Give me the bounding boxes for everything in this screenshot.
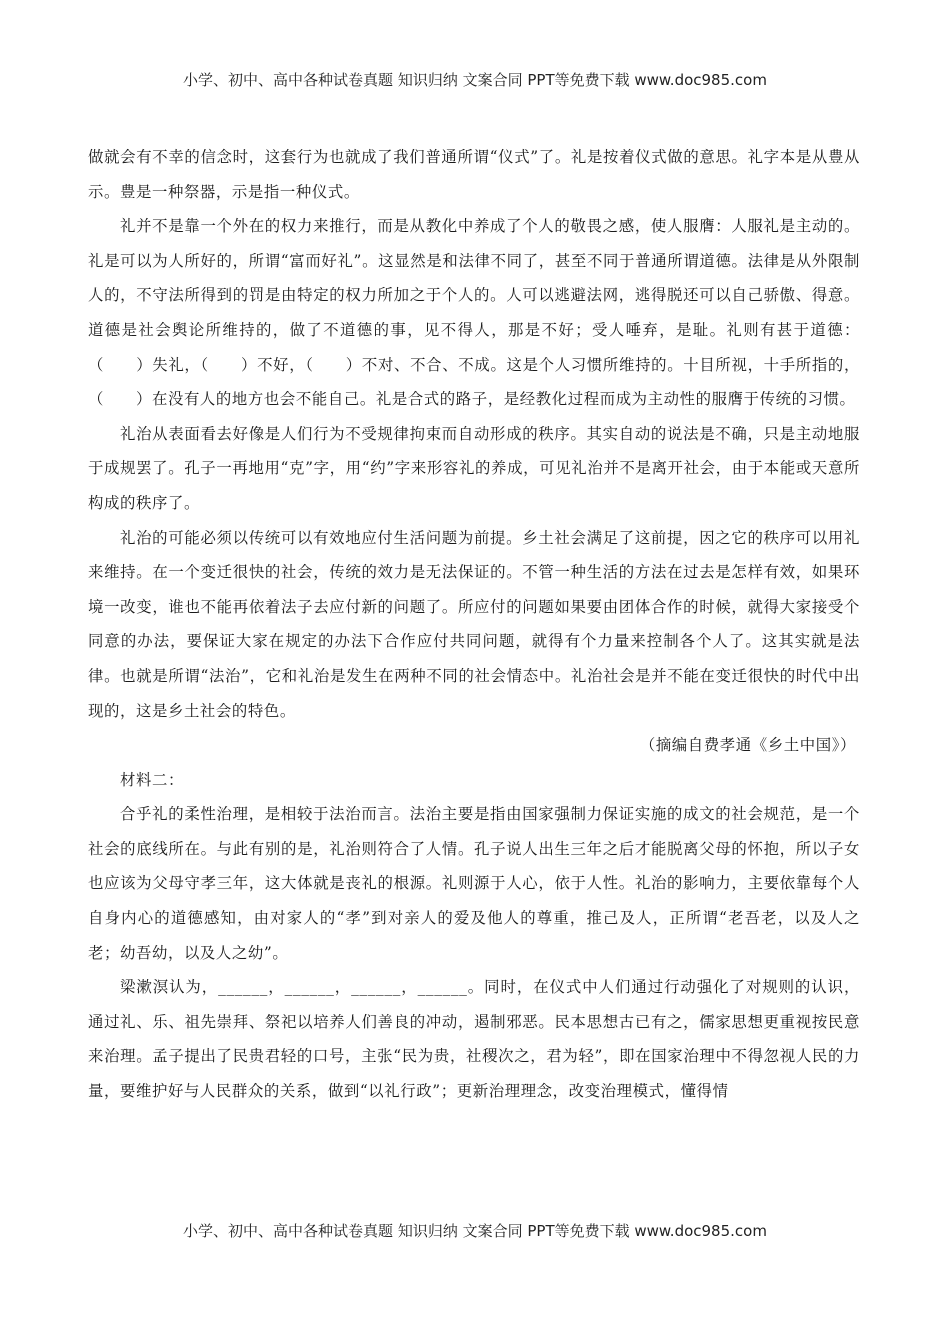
paragraph-ritual-definition: 做就会有不幸的信念时，这套行为也就成了我们普通所谓“仪式”了。礼是按着仪式做的意思。礼字本是从豊从示。豊是一种祭器，示是指一种仪式。 (88, 148, 860, 201)
material-two-heading: 材料二： (120, 770, 184, 789)
paragraph-liang-shuming: 梁漱溟认为，______，______，______，______。同时，在仪式中人们通过行动强化了对规则的认识，通过礼、乐、祖先崇拜、祭祀以培养人们善良的冲动，遏制邪恶。民本思想古已有之，儒家思想更重视按民意来治理。孟子提出了民贵君轻的口号，主张“民为贵，社稷次之，君为轻”，即在国家治理中不得忽视人民的力量，要维护好与人民群众的关系，做到“以礼行政”；更新治理理念，改变治理模式，懂得情 (88, 978, 860, 1101)
page-footer-banner: 小学、初中、高中各种试卷真题 知识归纳 文案合同 PPT等免费下载 www.doc985.com (183, 1222, 767, 1240)
source-citation: （摘编自费孝通《乡土中国》） (639, 736, 856, 755)
paragraph-soft-governance: 合乎礼的柔性治理，是相较于法治而言。法治主要是指由国家强制力保证实施的成文的社会规范，是一个社会的底线所在。与此有别的是，礼治则符合了人情。孔子说人出生三年之后才能脱离父母的怀抱，所以子女也应该为父母守孝三年，这大体就是丧礼的根源。礼则源于人心，依于人性。礼治的影响力，主要依靠每个人自身内心的道德感知，由对家人的“孝”到对亲人的爱及他人的尊重，推己及人，正所谓“老吾老，以及人之老；幼吾幼，以及人之幼”。 (88, 805, 860, 962)
page-header-banner: 小学、初中、高中各种试卷真题 知识归纳 文案合同 PPT等免费下载 www.doc985.com (183, 71, 767, 89)
paragraph-ritual-vs-law: 礼并不是靠一个外在的权力来推行，而是从教化中养成了个人的敬畏之感，使人服膺：人服礼是主动的。礼是可以为人所好的，所谓“富而好礼”。这显然是和法律不同了，甚至不同于普通所谓道德。法律是从外限制人的，不守法所得到的罚是由特定的权力所加之于个人的。人可以逃避法网，逃得脱还可以自己骄傲、得意。道德是社会舆论所维持的，做了不道德的事，见不得人，那是不好；受人唾弃，是耻。礼则有甚于道德：（ ）失礼，（ ）不好，（ ）不对、不合、不成。这是个人习惯所维持的。十目所视，十手所指的，（ ）在没有人的地方也会不能自己。礼是合式的路子，是经教化过程而成为主动性的服膺于传统的习惯。 (88, 217, 860, 409)
paragraph-ritual-order: 礼治从表面看去好像是人们行为不受规律拘束而自动形成的秩序。其实自动的说法是不确，只是主动地服于成规罢了。孔子一再地用“克”字，用“约”字来形容礼的养成，可见礼治并不是离开社会，由于本能或天意所构成的秩序了。 (88, 424, 860, 512)
paragraph-ritual-tradition: 礼治的可能必须以传统可以有效地应付生活问题为前提。乡土社会满足了这前提，因之它的秩序可以用礼来维持。在一个变迁很快的社会，传统的效力是无法保证的。不管一种生活的方法在过去是怎样有效，如果环境一改变，谁也不能再依着法子去应付新的问题了。所应付的问题如果要由团体合作的时候，就得大家接受个同意的办法，要保证大家在规定的办法下合作应付共同问题，就得有个力量来控制各个人了。这其实就是法律。也就是所谓“法治”，它和礼治是发生在两种不同的社会情态中。礼治社会是并不能在变迁很快的时代中出现的，这是乡土社会的特色。 (88, 528, 860, 720)
document-body (88, 140, 860, 1109)
